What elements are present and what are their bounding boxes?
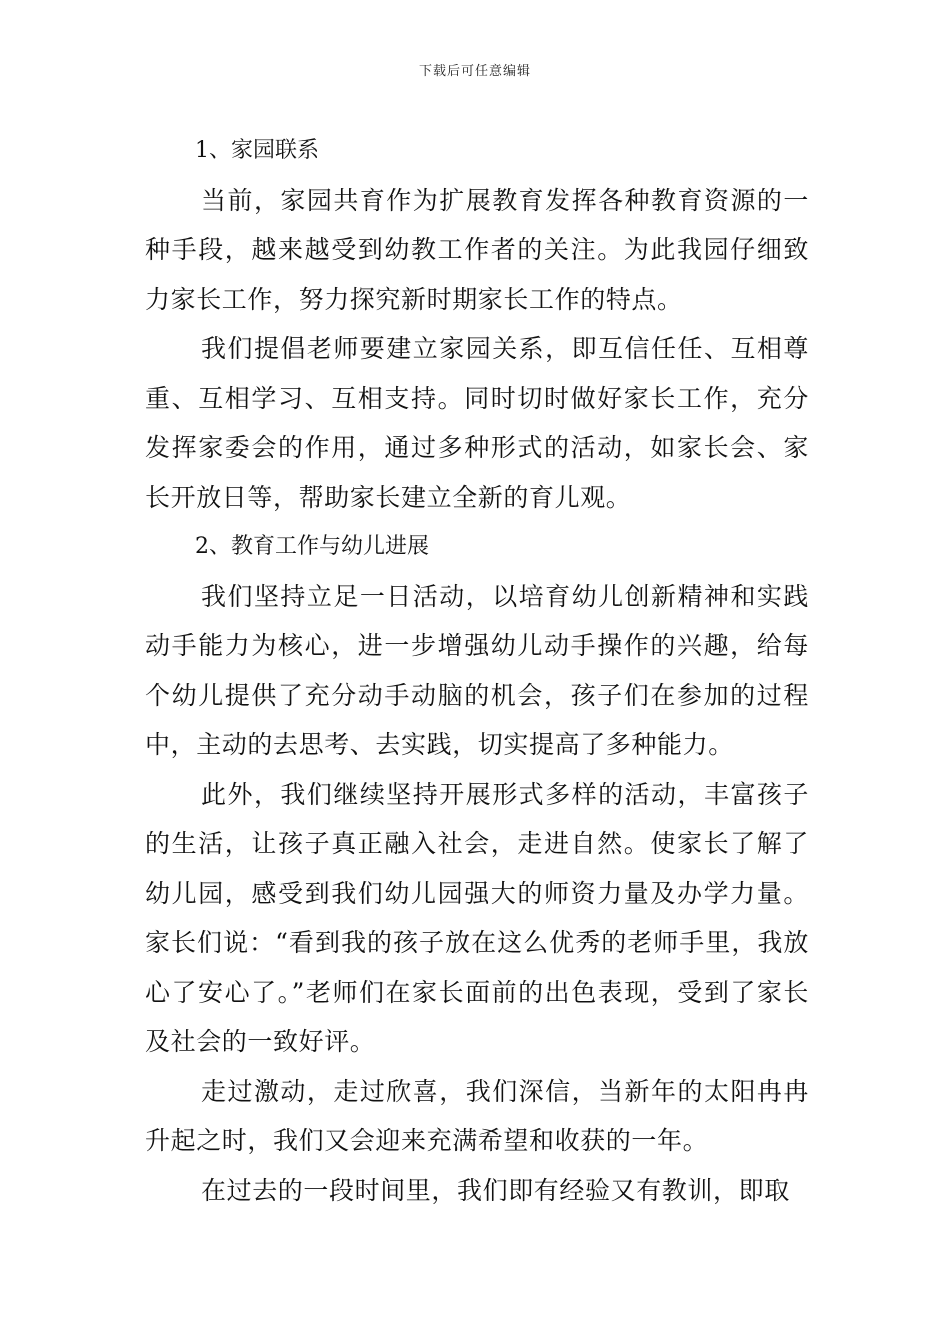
paragraph: 此外，我们继续坚持开展形式多样的活动，丰富孩子的生活，让孩子真正融入社会，走进自然。使家长了解了幼儿园，感受到我们幼儿园强大的师资力量及办学力量。家长们说：“看到我的孩子放在这么优秀的老师手里，我放心了安心了。”老师们在家长面前的出色表现，受到了家长及社会的一致好评。 bbox=[145, 779, 809, 1056]
page-header: 下载后可任意编辑 bbox=[418, 64, 531, 79]
section-heading-home-school: 1、家园联系 bbox=[195, 138, 319, 163]
paragraph: 走过激动，走过欣喜，我们深信，当新年的太阳冉冉升起之时，我们又会迎来充满希望和收获的一年。 bbox=[145, 1076, 809, 1155]
paragraph: 当前，家园共育作为扩展教育发挥各种教育资源的一种手段，越来越受到幼教工作者的关注。为此我园仔细致力家长工作，努力探究新时期家长工作的特点。 bbox=[145, 185, 809, 314]
paragraph: 我们提倡老师要建立家园关系，即互信任任、互相尊重、互相学习、互相支持。同时切时做好家长工作，充分发挥家委会的作用，通过多种形式的活动，如家长会、家长开放日等，帮助家长建立全新的育儿观。 bbox=[145, 334, 809, 512]
section-heading-education-work: 2、教育工作与幼儿进展 bbox=[195, 534, 429, 559]
paragraph: 在过去的一段时间里，我们即有经验又有教训，即取 bbox=[201, 1175, 790, 1205]
paragraph: 我们坚持立足一日活动，以培育幼儿创新精神和实践动手能力为核心，进一步增强幼儿动手操作的兴趣，给每个幼儿提供了充分动手动脑的机会，孩子们在参加的过程中，主动的去思考、去实践，切实提高了多种能力。 bbox=[145, 581, 809, 759]
document-body bbox=[145, 126, 809, 1215]
